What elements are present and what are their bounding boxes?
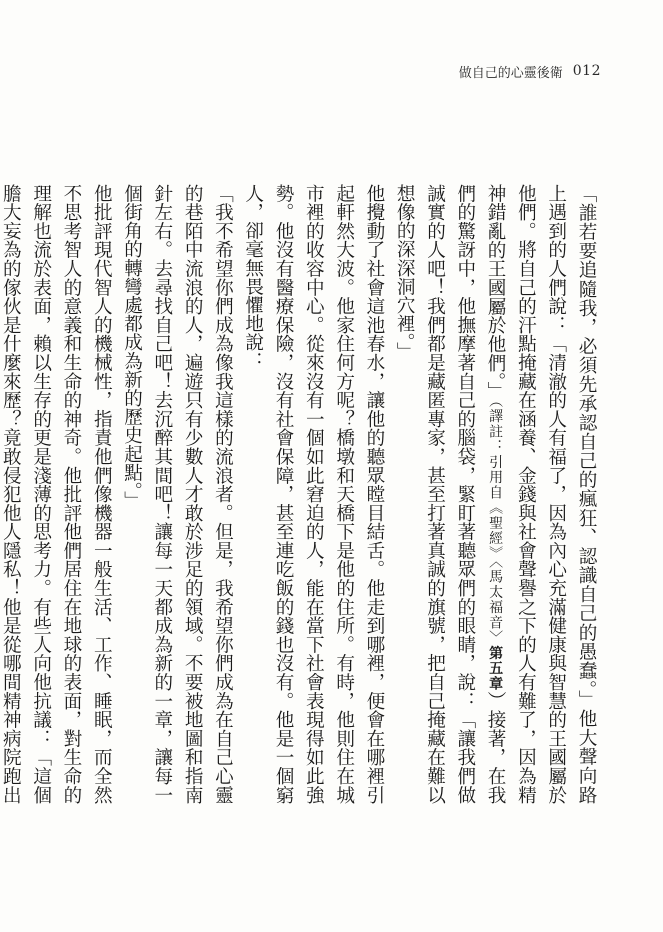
paragraph-2: 他攪動了社會這池春水，讓他的聽眾瞠目結舌。他走到哪裡，便會在哪裡引起軒然大波。他家住何方呢？橋墩和天橋下是他的住所。有時，他則住在城市裡的收容中心。從來沒有一個如此窘迫的人，能在當下社會表現得如此強勢。他沒有醫療保險，沒有社會保障，甚至連吃飯的錢也沒有。他是一個窮人，卻毫無畏懼地說：	[242, 184, 385, 804]
book-title: 做自己的心靈後衛	[458, 65, 563, 81]
paragraph-4: 他批評現代智人的機械性，指責他們像機器一般生活、工作、睡眠，而全然不思考智人的意義和生命的神奇。他批評他們居住在地球的表面，對生命的理解也流於表面，賴以生存的更是淺薄的思考力。有些人向他抗議：「這個膽大妄為的傢伙是什麼來歷？竟敢侵犯他人隱私！他是從哪間精神病院跑出	[0, 184, 113, 804]
chapter-reference: 第五章	[487, 645, 504, 692]
paragraph-3: 「我不希望你們成為像我這樣的流浪者。但是，我希望你們成為在自己心靈的巷陌中流浪的人，遍遊只有少數人才敢於涉足的領域。不要被地圖和指南針左右。去尋找自己吧！去沉醉其間吧！讓每一天都成為新的一章，讓每一個街角的轉彎處都成為新的歷史起點。」	[121, 184, 234, 804]
paragraph-1-text: 「誰若要追隨我，必須先承認自己的瘋狂、認識自己的愚蠢。」他大聲向路上遇到的人們說：「清澈的人有福了，因為內心充滿健康與智慧的王國屬於他們。將自己的汗點掩藏在涵養、金錢與社會聲譽之下的人有難了，因為精神錯亂的王國屬於他們。」	[485, 184, 597, 804]
paragraph-1-continuation: ）接著，在我們的驚訝中，他撫摩著自己的腦袋，緊盯著聽眾們的眼睛，說：「讓我們做誠實的人吧！我們都是藏匿專家，甚至打著真誠的旗號，把自己掩藏在難以想像的深深洞穴裡。」	[394, 184, 507, 805]
body-text	[0, 184, 601, 805]
page-number: 012	[572, 63, 601, 79]
translator-note: （譯註：引用自《聖經》〈馬太福音〉	[487, 400, 504, 646]
running-header	[459, 62, 601, 80]
paragraph-1	[389, 184, 601, 804]
